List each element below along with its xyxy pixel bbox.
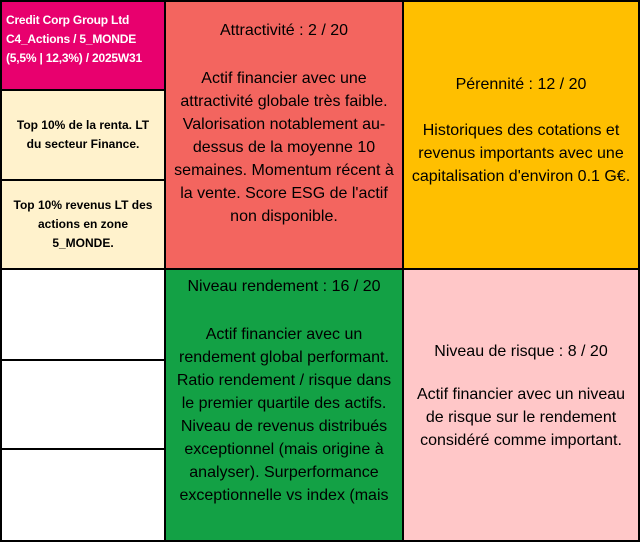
empty-cell (1, 269, 165, 360)
asset-name: Credit Corp Group Ltd (6, 13, 130, 27)
attractivite-heading: Attractivité : 2 / 20 (219, 22, 349, 39)
note-zone-revenue (1, 180, 165, 269)
note-zone-revenue-text: Top 10% revenus LT des actions en zone 5_MONDE. (13, 198, 153, 250)
rendement-heading: Niveau rendement : 16 / 20 (187, 278, 381, 295)
rendement-text: Actif financier avec un rendement global performant. Ratio rendement / risque dans le premier quartile des actifs. Niveau de revenus distribués exceptionnel (mais origine à analyser). Surperformance exceptionnelle vs index (mais (176, 326, 392, 504)
perennite-heading: Pérennité : 12 / 20 (455, 76, 587, 93)
perennite-cell (403, 1, 639, 269)
asset-period: (5,5% | 12,3%) / 2025W31 (6, 51, 142, 65)
perennite-text: Historiques des cotations et revenus importants avec une capitalisation d'environ 0.1 G€. (411, 122, 631, 185)
note-sector-return-text: Top 10% de la renta. LT du secteur Finance. (16, 118, 150, 151)
attractivite-cell (165, 1, 403, 269)
risque-cell (403, 269, 639, 541)
empty-cell (1, 360, 165, 449)
risque-heading: Niveau de risque : 8 / 20 (434, 343, 608, 360)
asset-title-cell (1, 1, 165, 90)
empty-cell (1, 449, 165, 541)
risque-text: Actif financier avec un niveau de risque sur le rendement considéré comme important. (416, 386, 626, 449)
rendement-cell (165, 269, 403, 541)
asset-category: C4_Actions / 5_MONDE (6, 32, 137, 46)
attractivite-text: Actif financier avec une attractivité globale très faible. Valorisation notablement au-dessus de la moyenne 10 semaines. Momentum récent à la vente. Score ESG de l'actif non disponible. (174, 70, 394, 225)
note-sector-return (1, 90, 165, 180)
